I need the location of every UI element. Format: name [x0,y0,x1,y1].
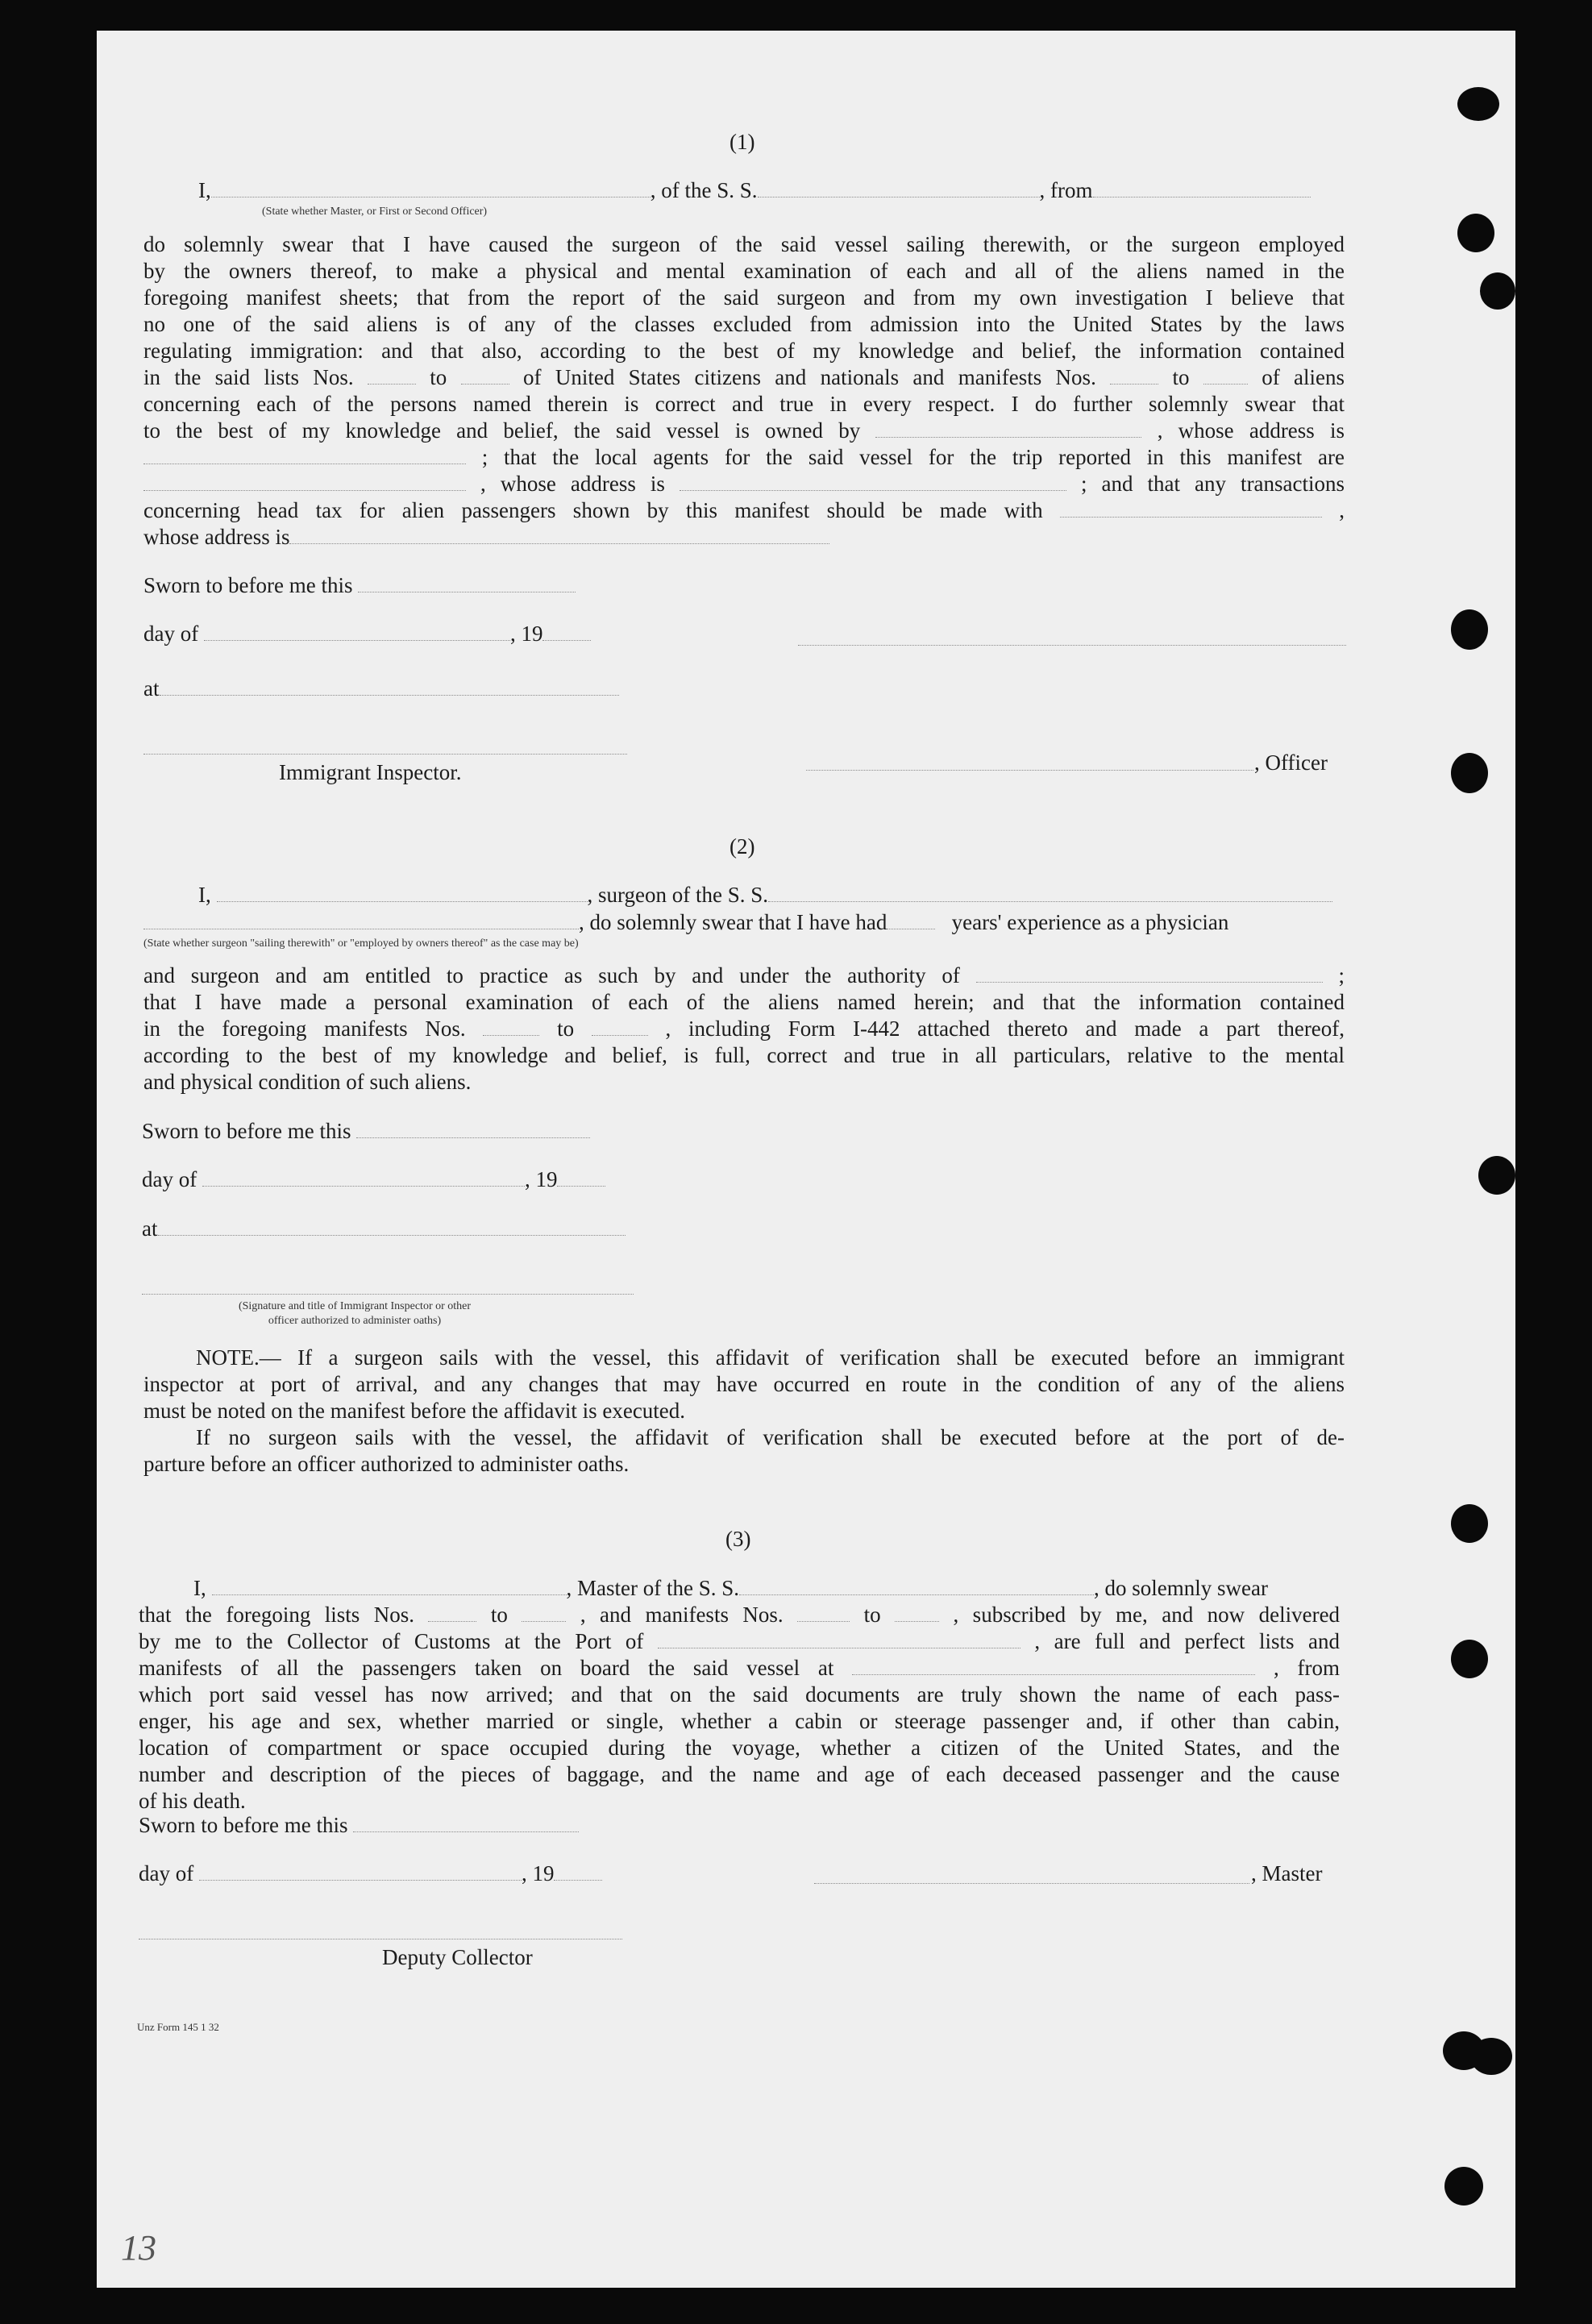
s2-line-1: I, , surgeon of the S. S. [198,882,1332,908]
punch-hole [1451,753,1488,793]
s1-para-line: no one of the said aliens is of any of the classes excluded from admission into the United States by the laws [143,312,1345,336]
punch-hole [1451,609,1488,650]
punch-hole [1457,214,1494,252]
s3-master: , Master [1251,1861,1323,1885]
section-3-heading: (3) [725,1527,751,1551]
s2-para-line: and physical condition of such aliens. [143,1070,472,1094]
s3-para-line: number and description of the pieces of baggage, and the name and age of each deceased passenger and the cause [139,1762,1340,1786]
note-line: parture before an officer authorized to administer oaths. [143,1452,630,1476]
punch-hole [1457,87,1499,121]
s2-para-line: and surgeon and am entitled to practice as such by and under the authority of ; [143,963,1345,987]
s3-master-signature-line [814,1883,1249,1884]
s1-para-line: , whose address is ; and that any transactions [143,471,1345,497]
s1-inspector-signature-line [143,754,627,755]
punch-hole [1470,2038,1512,2075]
s1-sworn: Sworn to before me this [143,572,576,599]
s1-line-1: I, , of the S. S. , from [198,177,1311,204]
s2-at: at [142,1216,626,1242]
s3-deputy-collector: Deputy Collector [382,1945,533,1969]
s2-sworn: Sworn to before me this [142,1118,590,1145]
s1-para-line: foregoing manifest sheets; that from the report of the said surgeon and from my own investigation I believe that [143,285,1345,310]
s1-para-line: concerning each of the persons named therein is correct and true in every respect. I do further solemnly swear that [143,392,1345,416]
punch-hole [1480,272,1515,310]
punch-hole [1478,1156,1515,1195]
s3-line-1: I, , Master of the S. S. , do solemnly swear [193,1576,1268,1600]
note-line: NOTE.— If a surgeon sails with the vessel, this affidavit of verification shall be executed before an immigrant [196,1345,1345,1370]
s1-para-line: do solemnly swear that I have caused the surgeon of the said vessel sailing therewith, or the surgeon employed [143,232,1345,256]
s2-day-of: day of , 19 [142,1166,605,1193]
s1-officer-line [806,770,1253,771]
s1-para-line: by the owners thereof, to make a physical and mental examination of each and all of the aliens named in the [143,259,1345,283]
s1-immigrant-inspector: Immigrant Inspector. [279,760,462,784]
handwritten-mark: 13 [121,2228,156,2268]
s3-para-line: enger, his age and sex, whether married or single, whether a cabin or steerage passenger and, if other than cabin, [139,1709,1340,1733]
s1-para-line: whose address is [143,524,1345,551]
form-identifier: Unz Form 145 1 32 [137,2021,219,2033]
s2-line-2: , do solemnly swear that I have had years' experience as a physician [143,909,1228,936]
s2-signature-note: (Signature and title of Immigrant Inspector or other officer authorized to administer oaths) [238,1300,472,1327]
s1-para-line: ; that the local agents for the said vessel for the trip reported in this manifest are [143,444,1345,471]
s3-para-line: of his death. [139,1789,246,1813]
section-1-heading: (1) [729,130,755,154]
s2-surgeon-note: (State whether surgeon "sailing therewith" or "employed by owners thereof" as the case may be) [143,937,579,950]
punch-hole [1451,1504,1488,1543]
s1-at: at [143,676,619,702]
s3-line-3: by me to the Collector of Customs at the Port of , are full and perfect lists and [139,1629,1340,1653]
s3-day-of: day of , 19 [139,1860,602,1887]
s2-signature-line [142,1294,634,1295]
s3-para-line: which port said vessel has now arrived; and that on the said documents are truly shown the name of each pass- [139,1682,1340,1707]
note-line: If no surgeon sails with the vessel, the affidavit of verification shall be executed before at the port of de- [196,1425,1345,1449]
punch-hole [1444,2167,1483,2206]
s3-para-line: location of compartment or space occupied during the voyage, whether a citizen of the United States, and the [139,1736,1340,1760]
section-2-heading: (2) [729,834,755,859]
s1-para-line: concerning head tax for alien passengers shown by this manifest should be made with , [143,498,1345,522]
s2-para-line: in the foregoing manifests Nos. to , including Form I-442 attached thereto and made a part thereof, [143,1016,1345,1041]
s1-officer-signature-line [798,645,1346,646]
s2-para-line: that I have made a personal examination of each of the aliens named herein; and that the information contained [143,990,1345,1014]
s3-line-2: that the foregoing lists Nos. to , and manifests Nos. to , subscribed by me, and now delivered [139,1603,1341,1627]
s1-para-line: to the best of my knowledge and belief, the said vessel is owned by , whose address is [143,418,1345,443]
s1-para-line: regulating immigration: and that also, according to the best of my knowledge and belief, the information contained [143,339,1345,363]
s1-day-of: day of , 19 [143,621,591,647]
s2-para-line: according to the best of my knowledge and belief, is full, correct and true in all particulars, relative to the mental [143,1043,1345,1067]
note-line: must be noted on the manifest before the affidavit is executed. [143,1399,686,1423]
s1-para-line: in the said lists Nos. to of United States citizens and nationals and manifests Nos. to of aliens [143,365,1345,389]
s1-officer-note: (State whether Master, or First or Second Officer) [262,206,488,218]
s3-sworn: Sworn to before me this [139,1812,579,1839]
note-line: inspector at port of arrival, and any changes that may have occurred en route in the condition of any of the aliens [143,1372,1345,1396]
punch-hole [1451,1640,1488,1678]
s1-officer: , Officer [1254,750,1328,775]
s3-line-4: manifests of all the passengers taken on board the said vessel at , from [139,1656,1341,1680]
